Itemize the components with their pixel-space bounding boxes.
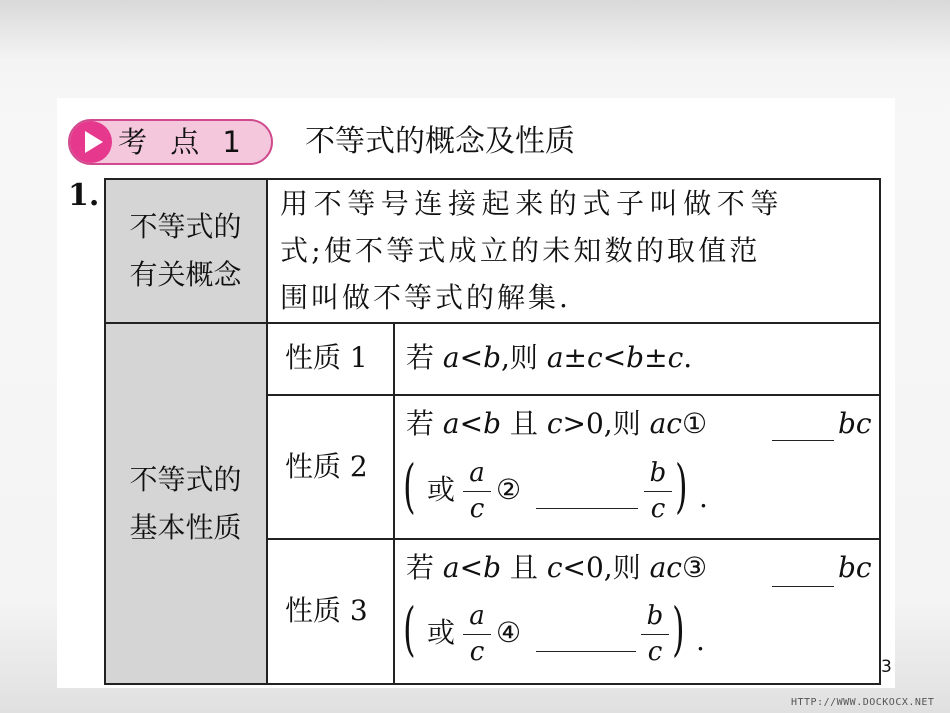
frac-b-over-c-2-num: b (649, 458, 667, 488)
property-3-huo: 或 (427, 616, 456, 649)
play-icon (70, 121, 112, 163)
answer-blank-4[interactable] (536, 651, 636, 652)
property-3-end: . (696, 624, 705, 657)
answer-mark-4: ④ (496, 616, 522, 649)
property-1-statement: 若 a<b,则 a±c<b±c. (406, 341, 693, 374)
properties-label (105, 456, 266, 552)
concept-text-line2: 式;使不等式成立的未知数的取值范 (280, 234, 761, 267)
answer-mark-2: ② (496, 473, 522, 506)
frac-a-over-c-2-den: c (469, 494, 485, 524)
frac-b-over-c-2-den: c (650, 494, 666, 524)
frac-a-over-c-3-num: a (469, 601, 485, 631)
property-2-bc: bc (838, 407, 872, 440)
item-number: 1. (68, 178, 100, 213)
answer-blank-3[interactable] (772, 586, 834, 587)
property-2-condition: 若 a<b 且 c>0,则 ac① (406, 407, 708, 440)
right-paren-2: ) (675, 452, 688, 520)
right-paren-3: ) (672, 595, 685, 663)
badge-label: 考 点 1 (118, 125, 248, 159)
frac-bar-3b (641, 634, 669, 635)
left-paren-3: ( (403, 595, 416, 663)
concept-label-line2: 有关概念 (129, 258, 242, 291)
property-3-bc: bc (838, 551, 872, 584)
concept-text-line3: 围叫做不等式的解集. (280, 281, 571, 314)
frac-b-over-c-3-num: b (646, 601, 664, 631)
answer-blank-1[interactable] (772, 440, 834, 441)
section-title: 不等式的概念及性质 (305, 124, 575, 159)
properties-label-line1: 不等式的 (129, 463, 242, 496)
concept-label-line1: 不等式的 (129, 210, 242, 243)
property-3-name: 性质 3 (285, 594, 368, 627)
properties-label-line2: 基本性质 (129, 511, 242, 544)
property-1-name: 性质 1 (285, 341, 368, 374)
frac-a-over-c-3-den: c (469, 637, 485, 667)
page-number: 3 (881, 657, 892, 677)
frac-b-over-c-3-den: c (647, 637, 663, 667)
frac-bar-2b (644, 491, 672, 492)
frac-a-over-c-2-num: a (469, 458, 485, 488)
property-2-end: . (699, 481, 708, 514)
answer-blank-2[interactable] (536, 508, 638, 509)
frac-bar-2a (463, 491, 491, 492)
property-2-huo: 或 (427, 473, 456, 506)
concept-text-line1: 用不等号连接起来的式子叫做不等 (280, 187, 785, 220)
left-paren-2: ( (403, 452, 416, 520)
property-2-name: 性质 2 (285, 450, 368, 483)
watermark: HTTP://WWW.DOCKOCX.NET (791, 697, 935, 708)
frac-bar-3a (463, 634, 491, 635)
concept-label (105, 203, 266, 299)
property-3-condition: 若 a<b 且 c<0,则 ac③ (406, 551, 708, 584)
